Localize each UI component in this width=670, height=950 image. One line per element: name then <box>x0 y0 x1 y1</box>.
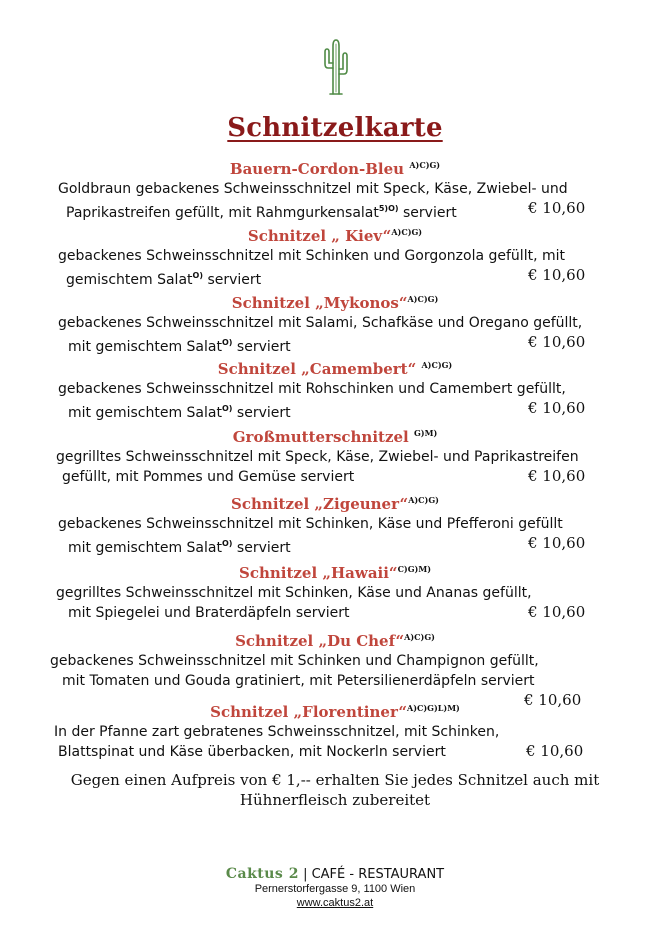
item-desc-line2: mit gemischtem Salat <box>68 540 222 556</box>
item-desc-line2: gemischtem Salat <box>66 272 193 288</box>
item-desc-line2-end: serviert <box>236 540 291 556</box>
menu-item <box>0 423 670 487</box>
item-allergens: A)C)G) <box>421 360 453 370</box>
item-price: € 10,60 <box>524 691 582 709</box>
side-allergens: O) <box>221 338 233 347</box>
item-price: € 10,60 <box>528 534 586 552</box>
item-name: Schnitzel „Florentiner“ <box>210 703 408 721</box>
item-desc-line2: Blattspinat und Käse überbacken, mit Nockerln serviert <box>58 744 446 760</box>
item-price: € 10,60 <box>528 603 586 621</box>
item-price: € 10,60 <box>528 399 586 417</box>
item-desc-line1: gebackenes Schweinsschnitzel mit Schinken und Champignon gefüllt, <box>50 653 539 669</box>
item-desc-line2-end: serviert <box>236 405 291 421</box>
menu-item <box>0 355 670 419</box>
side-allergens: O) <box>192 271 203 280</box>
side-allergens: 5)O) <box>378 204 399 213</box>
menu-item <box>0 490 670 554</box>
item-desc-line2: mit Spiegelei und Braterdäpfeln serviert <box>68 605 350 621</box>
note-line1: Gegen einen Aufpreis von € 1,-- erhalten Sie jedes Schnitzel auch mit <box>70 771 600 789</box>
item-price: € 10,60 <box>528 467 586 485</box>
item-desc-line1: gebackenes Schweinsschnitzel mit Salami, Schafkäse und Oregano gefüllt, <box>58 315 583 331</box>
item-desc-line2-end: serviert <box>207 272 262 288</box>
cactus-icon <box>322 38 350 96</box>
footer-tagline: | CAFÉ - RESTAURANT <box>303 867 445 882</box>
item-desc-line1: gebackenes Schweinsschnitzel mit Schinken und Gorgonzola gefüllt, mit <box>58 248 565 264</box>
menu-item <box>0 698 670 762</box>
note-line2: Hühnerfleisch zubereitet <box>239 791 431 809</box>
item-allergens: A)C)G) <box>407 294 439 304</box>
side-allergens: O) <box>221 539 233 548</box>
item-desc-line1: In der Pfanne zart gebratenes Schweinsschnitzel, mit Schinken, <box>54 724 500 740</box>
item-desc-line2-end: serviert <box>403 205 457 221</box>
menu-item <box>0 222 670 286</box>
item-allergens: A)C)G)L)M) <box>407 703 460 713</box>
item-desc-line2: mit gemischtem Salat <box>68 339 222 355</box>
item-name: Schnitzel „Hawaii“ <box>239 564 398 582</box>
item-allergens: C)G)M) <box>397 564 431 574</box>
item-allergens: G)M) <box>413 428 438 438</box>
footer-address: Pernerstorfergasse 9, 1100 Wien <box>254 883 416 895</box>
item-desc-line2: mit gemischtem Salat <box>68 405 222 421</box>
item-allergens: A)C)G) <box>404 632 435 642</box>
menu-item <box>0 289 670 353</box>
item-allergens: A)C)G) <box>409 160 441 170</box>
item-desc-line1: Goldbraun gebackenes Schweinsschnitzel mit Speck, Käse, Zwiebel- und <box>58 181 568 197</box>
item-allergens: A)C)G) <box>391 227 423 237</box>
item-desc-line2: mit Tomaten und Gouda gratiniert, mit Petersilienerdäpfeln serviert <box>62 673 535 689</box>
item-allergens: A)C)G) <box>408 495 439 505</box>
item-price: € 10,60 <box>528 266 586 284</box>
item-name: Schnitzel „Mykonos“ <box>231 294 408 312</box>
item-desc-line2-end: serviert <box>236 339 291 355</box>
caktus-logo: Caktus 2 <box>225 866 299 882</box>
chicken-note <box>0 770 670 810</box>
item-name: Schnitzel „ Kiev“ <box>247 227 392 245</box>
footer-website-link[interactable]: www.caktus2.at <box>296 897 374 909</box>
item-name: Schnitzel „Camembert“ <box>217 360 417 378</box>
item-desc-line1: gebackenes Schweinsschnitzel mit Rohschinken und Camembert gefüllt, <box>58 381 566 397</box>
item-price: € 10,60 <box>528 199 586 217</box>
item-name: Schnitzel „Du Chef“ <box>235 632 405 650</box>
item-desc-line2: gefüllt, mit Pommes und Gemüse serviert <box>62 469 355 485</box>
side-allergens: O) <box>221 404 233 413</box>
item-name: Großmutterschnitzel <box>232 428 409 446</box>
item-desc-line1: gebackenes Schweinsschnitzel mit Schinken, Käse und Pfefferoni gefüllt <box>58 516 563 532</box>
footer <box>0 866 670 909</box>
item-name: Bauern-Cordon-Bleu <box>229 160 405 178</box>
item-desc-line2: Paprikastreifen gefüllt, mit Rahmgurkensalat <box>66 205 379 221</box>
item-desc-line1: gegrilltes Schweinsschnitzel mit Speck, Käse, Zwiebel- und Paprikastreifen <box>56 449 579 465</box>
item-price: € 10,60 <box>526 742 584 760</box>
item-price: € 10,60 <box>528 333 586 351</box>
menu-item <box>0 155 670 219</box>
page-title: Schnitzelkarte <box>227 113 443 143</box>
item-desc-line1: gegrilltes Schweinsschnitzel mit Schinken, Käse und Ananas gefüllt, <box>56 585 532 601</box>
menu-item <box>0 559 670 623</box>
item-name: Schnitzel „Zigeuner“ <box>231 495 409 513</box>
